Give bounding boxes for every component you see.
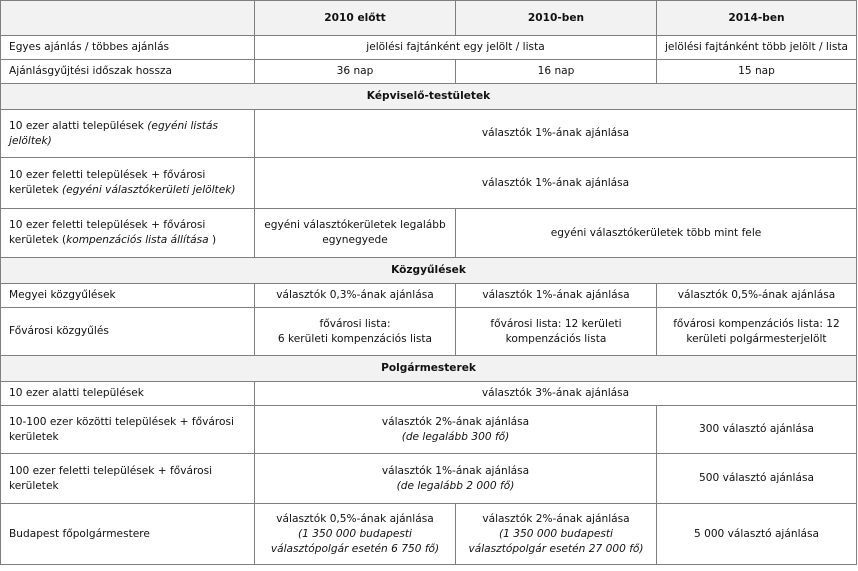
cell-value xyxy=(255,504,456,565)
row-label-note: (egyéni választókerületi jelöltek) xyxy=(61,184,236,196)
row-label: 10 ezer alatti települések xyxy=(1,382,255,406)
row-label xyxy=(1,110,255,158)
header-empty-cell xyxy=(1,1,255,36)
cell-line: választók 2%-ának ajánlása xyxy=(381,415,530,428)
cell-value: 5 000 választó ajánlása xyxy=(657,504,857,565)
table-row xyxy=(1,284,857,308)
cell-line: 6 kerületi kompenzációs lista xyxy=(277,332,433,345)
table-row xyxy=(1,308,857,356)
section-row xyxy=(1,258,857,284)
section-title: Közgyűlések xyxy=(1,258,857,284)
header-2010-before: 2010 előtt xyxy=(255,1,456,36)
cell-value xyxy=(657,308,857,356)
cell-line: kerületi polgármesterjelölt xyxy=(686,332,827,345)
header-row xyxy=(1,1,857,36)
cell-value: jelölési fajtánként több jelölt / lista xyxy=(657,36,857,60)
cell-value: 36 nap xyxy=(255,60,456,84)
row-label xyxy=(1,158,255,209)
cell-value: választók 0,5%-ának ajánlása xyxy=(657,284,857,308)
cell-value xyxy=(255,308,456,356)
cell-line: kompenzációs lista xyxy=(505,332,607,345)
cell-note: (de legalább 2 000 fő) xyxy=(396,479,515,492)
header-2014: 2014-ben xyxy=(657,1,857,36)
table-row xyxy=(1,158,857,209)
cell-note: (1 350 000 budapesti választópolgár esetén 6 750 fő) xyxy=(270,527,440,555)
table-row xyxy=(1,382,857,406)
cell-line: fővárosi lista: 12 kerületi xyxy=(490,317,622,330)
row-label-text: 10 ezer alatti települések xyxy=(9,119,148,132)
section-row xyxy=(1,356,857,382)
row-label: Budapest főpolgármestere xyxy=(1,504,255,565)
row-label-note: kompenzációs lista állítása xyxy=(66,234,209,246)
row-label: Megyei közgyűlések xyxy=(1,284,255,308)
section-title: Polgármesterek xyxy=(1,356,857,382)
table-row xyxy=(1,454,857,504)
section-title: Képviselő-testületek xyxy=(1,84,857,110)
cell-value: 300 választó ajánlása xyxy=(657,406,857,454)
cell-value xyxy=(255,406,657,454)
row-label-note: (egyéni listás jelöltek) xyxy=(9,119,219,147)
cell-line: fővárosi lista: xyxy=(319,317,391,330)
table-row xyxy=(1,209,857,258)
cell-value: választók 0,3%-ának ajánlása xyxy=(255,284,456,308)
row-label: Egyes ajánlás / többes ajánlás xyxy=(1,36,255,60)
table-row xyxy=(1,504,857,565)
row-label: Ajánlásgyűjtési időszak hossza xyxy=(1,60,255,84)
cell-value: egyéni választókerületek több mint fele xyxy=(456,209,857,258)
cell-value: választók 1%-ának ajánlása xyxy=(456,284,657,308)
row-label: Fővárosi közgyűlés xyxy=(1,308,255,356)
table-row xyxy=(1,406,857,454)
cell-value: választók 1%-ának ajánlása xyxy=(255,158,857,209)
table-row xyxy=(1,36,857,60)
row-label: 10-100 ezer közötti települések + fővárosi kerületek xyxy=(1,406,255,454)
cell-value xyxy=(456,308,657,356)
cell-value xyxy=(456,504,657,565)
table-row xyxy=(1,110,857,158)
cell-value xyxy=(255,454,657,504)
cell-value: jelölési fajtánként egy jelölt / lista xyxy=(255,36,657,60)
cell-value: 15 nap xyxy=(657,60,857,84)
row-label-end: ) xyxy=(208,234,217,246)
cell-line: választók 1%-ának ajánlása xyxy=(381,464,530,477)
cell-value: 500 választó ajánlása xyxy=(657,454,857,504)
cell-value: 16 nap xyxy=(456,60,657,84)
cell-value: egyéni választókerületek legalább egynegyede xyxy=(255,209,456,258)
cell-line: választók 0,5%-ának ajánlása xyxy=(276,512,434,525)
row-label: 100 ezer feletti települések + fővárosi kerületek xyxy=(1,454,255,504)
row-label xyxy=(1,209,255,258)
cell-note: (de legalább 300 fő) xyxy=(401,430,510,443)
table-row xyxy=(1,60,857,84)
header-2010: 2010-ben xyxy=(456,1,657,36)
cell-line: választók 2%-ának ajánlása xyxy=(482,512,630,525)
cell-value: választók 3%-ának ajánlása xyxy=(255,382,857,406)
row-label-text: 10 ezer feletti települések + fővárosi kerületek ( xyxy=(9,219,206,246)
cell-note: (1 350 000 budapesti választópolgár esetén 27 000 fő) xyxy=(468,527,644,555)
cell-value: választók 1%-ának ajánlása xyxy=(255,110,857,158)
row-label-text: 10 ezer feletti települések + fővárosi kerületek xyxy=(9,169,206,196)
section-row xyxy=(1,84,857,110)
cell-line: fővárosi kompenzációs lista: 12 xyxy=(673,317,840,330)
